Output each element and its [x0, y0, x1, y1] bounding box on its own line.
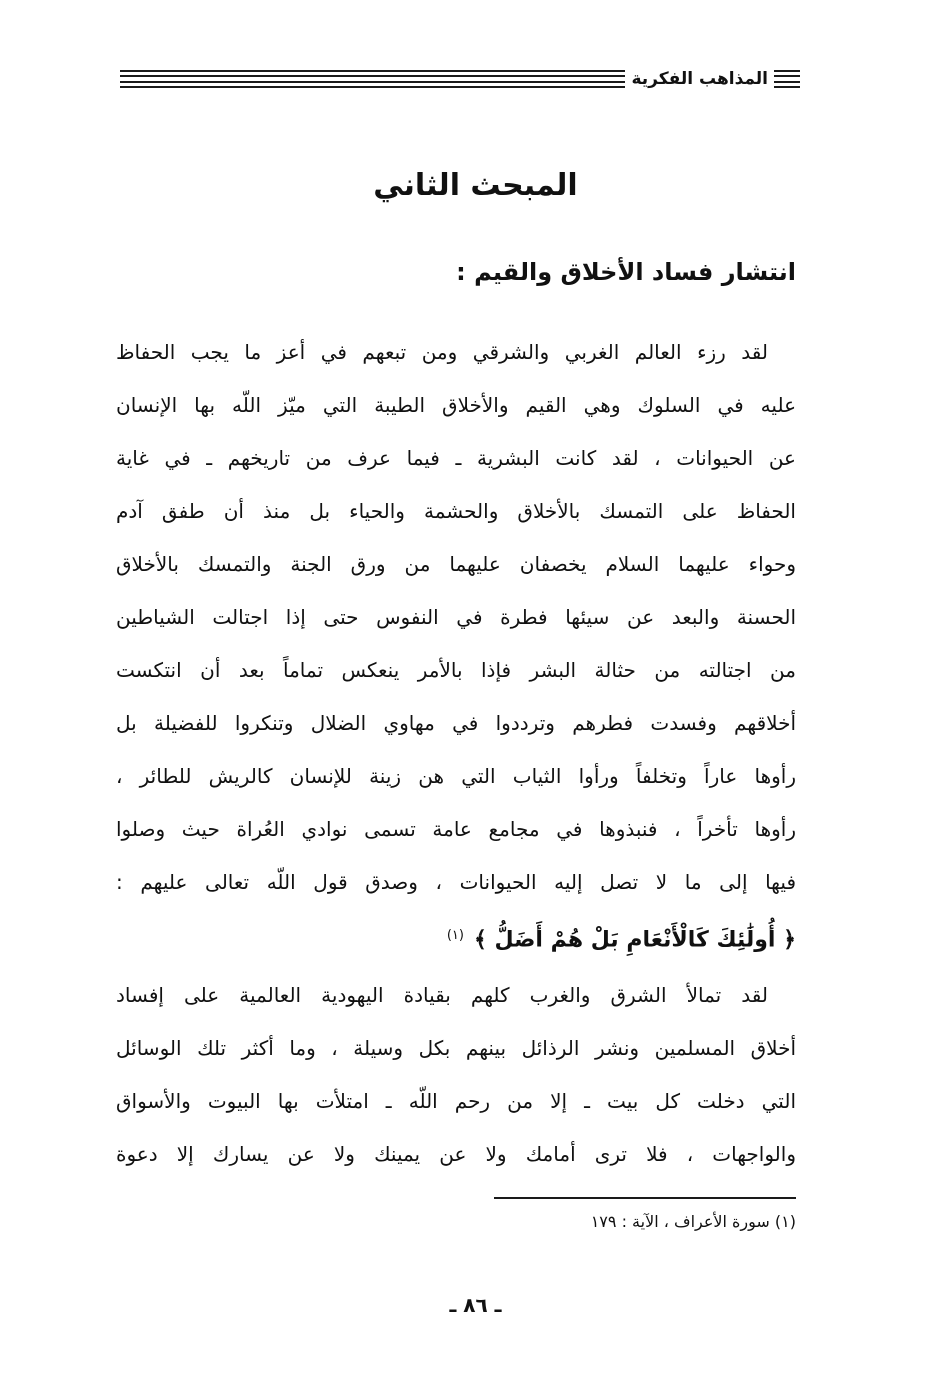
footnote-reference: (١) [446, 928, 464, 943]
text-line: لقد رزء العالم الغربي والشرقي ومن تبعهم في أعز ما يجب الحفاظ [116, 340, 768, 364]
text-line: عليه في السلوك وهي القيم والأخلاق الطيبة التي ميّز اللّه بها الإنسان [116, 393, 796, 417]
footnote-divider [494, 1197, 796, 1199]
text-line: أخلاقهم وفسدت فطرهم وترددوا في مهاوي الضلال وتنكروا للفضيلة بل [116, 711, 796, 735]
text-line: الحفاظ على التمسك بالأخلاق والحشمة والحياء بل منذ أن طفق آدم [116, 499, 796, 523]
text-line: التي دخلت كل بيت ـ إلا من رحم اللّه ـ امتلأت بها البيوت والأسواق [116, 1089, 796, 1113]
paragraph-2 [116, 969, 796, 1181]
paragraph-1 [116, 326, 796, 962]
text-line: لقد تمالأ الشرق والغرب كلهم بقيادة اليهودية العالمية على إفساد [116, 983, 768, 1007]
text-line: من اجتالته من حثالة البشر فإذا بالأمر ينعكس تماماً بعد أن انتكست [116, 658, 796, 682]
text-line: عن الحيوانات ، لقد كانت البشرية ـ فيما عرف من تاريخهم ـ في غاية [116, 446, 796, 470]
text-line: وحواء عليهما السلام يخصفان عليهما من ورق الجنة والتمسك بالأخلاق [116, 552, 796, 576]
header-rule-long [120, 70, 625, 88]
sub-title: انتشار فساد الأخلاق والقيم : [456, 258, 796, 286]
footnote: (١) سورة الأعراف ، الآية : ١٧٩ [590, 1212, 796, 1231]
text-line: رأوها عاراً وتخلفاً ورأوا الثياب التي هن زينة للإنسان كالريش للطائر ، [116, 764, 796, 788]
running-title: المذاهب الفكرية [631, 68, 768, 89]
running-header [120, 64, 800, 94]
text-line: فيها إلى ما لا تصل إليه الحيوانات ، وصدق قول اللّه تعالى عليهم : [116, 870, 796, 894]
text-line: أخلاق المسلمين ونشر الرذائل بينهم بكل وسيلة ، وما أكثر تلك الوسائل [116, 1036, 796, 1060]
text-line: والواجهات ، فلا ترى أمامك ولا عن يمينك ولا عن يسارك إلا دعوة [116, 1142, 796, 1166]
page-number: ـ ٨٦ ـ [449, 1293, 502, 1317]
header-rule-short [774, 70, 800, 88]
quran-verse-line [116, 909, 796, 962]
text-line: الحسنة والبعد عن سيئها فطرة في النفوس حتى إذا اجتالت الشياطين [116, 605, 796, 629]
text-line: رأوها تأخراً ، فنبذوها في مجامع عامة تسمى نوادي العُراة حيث وصلوا [116, 817, 796, 841]
quran-verse: ﴿ أُولَٰئِكَ كَالْأَنْعَامِ بَلْ هُمْ أَضَلُّ ﴾ [473, 927, 796, 953]
section-title: المبحث الثاني [373, 168, 578, 203]
